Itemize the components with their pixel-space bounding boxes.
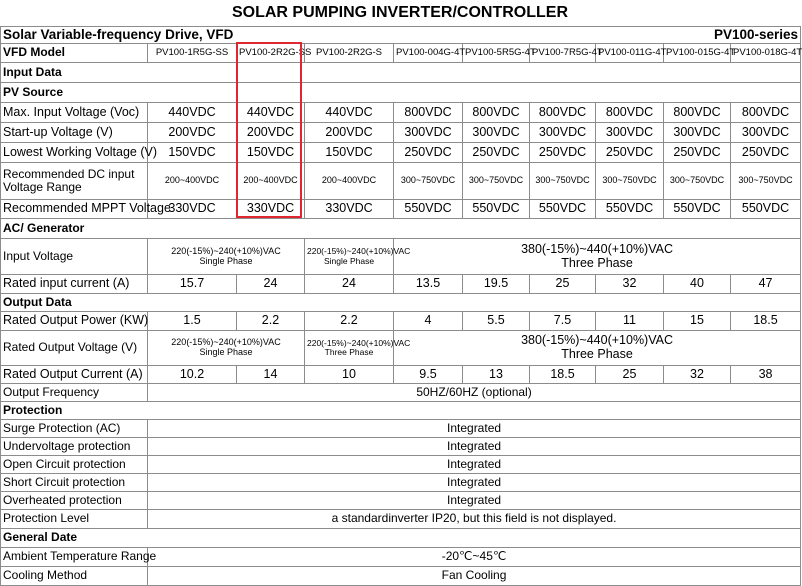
voltage-spec-three-phase: 380(-15%)~440(+10%)VAC Three Phase bbox=[394, 239, 801, 275]
row-label: Undervoltage protection bbox=[1, 438, 148, 456]
row-label: Protection Level bbox=[1, 510, 148, 529]
model-cell: PV100-015G-4T bbox=[664, 44, 731, 63]
section-row bbox=[1, 294, 801, 312]
section-general-date: General Date bbox=[1, 529, 148, 548]
row-label: Rated Output Power (KW) bbox=[1, 312, 148, 331]
header-row bbox=[1, 27, 801, 44]
section-input-data: Input Data bbox=[1, 63, 148, 83]
section-row bbox=[1, 402, 801, 420]
spec-table bbox=[0, 26, 801, 586]
voltage-spec-single-phase: 220(-15%)~240(+10%)VAC Single Phase bbox=[148, 331, 305, 366]
series-title: Solar Variable-frequency Drive, VFD bbox=[1, 27, 463, 44]
dc-voltage-range-row: Recommended DC input Voltage Range 200~400VDC 200~400VDC 200~400VDC 300~750VDC 300~750VDC 300~750VDC 300~750VDC 300~750VDC 300~750VDC bbox=[1, 163, 801, 200]
rated-output-current-row: Rated Output Current (A) 10.2 14 10 9.5 13 18.5 25 32 38 bbox=[1, 366, 801, 384]
protection-row: Short Circuit protection Integrated bbox=[1, 474, 801, 492]
startup-voltage-row: Start-up Voltage (V) 200VDC 200VDC 200VDC 300VDC 300VDC 300VDC 300VDC 300VDC 300VDC bbox=[1, 123, 801, 143]
row-label: Recommended MPPT Voltage bbox=[1, 200, 148, 219]
row-label: Surge Protection (AC) bbox=[1, 420, 148, 438]
ambient-temperature-row: Ambient Temperature Range -20℃~45℃ bbox=[1, 548, 801, 567]
protection-row: Undervoltage protection Integrated bbox=[1, 438, 801, 456]
row-label: Input Voltage bbox=[1, 239, 148, 275]
voltage-spec-three-phase: 380(-15%)~440(+10%)VAC Three Phase bbox=[394, 331, 801, 366]
model-cell: PV100-1R5G-SS bbox=[148, 44, 237, 63]
row-label: Ambient Temperature Range bbox=[1, 548, 148, 567]
row-label: Open Circuit protection bbox=[1, 456, 148, 474]
voltage-spec-single-phase: 220(-15%)~240(+10%)VAC Single Phase bbox=[148, 239, 305, 275]
output-frequency-row: Output Frequency 50HZ/60HZ (optional) bbox=[1, 384, 801, 402]
row-label: Max. Input Voltage (Voc) bbox=[1, 103, 148, 123]
protection-level-row: Protection Level a standardinverter IP20, but this field is not displayed. bbox=[1, 510, 801, 529]
model-cell: PV100-2R2G-S bbox=[305, 44, 394, 63]
model-cell: PV100-5R5G-4T bbox=[463, 44, 530, 63]
model-row bbox=[1, 44, 801, 63]
section-protection: Protection bbox=[1, 402, 148, 420]
model-label: VFD Model bbox=[1, 44, 148, 63]
model-cell: PV100-004G-4T bbox=[394, 44, 463, 63]
section-row bbox=[1, 83, 801, 103]
model-cell: PV100-011G-4T bbox=[596, 44, 664, 63]
protection-row: Surge Protection (AC) Integrated bbox=[1, 420, 801, 438]
section-output-data: Output Data bbox=[1, 294, 148, 312]
row-label: Rated Output Voltage (V) bbox=[1, 331, 148, 366]
cooling-method-row: Cooling Method Fan Cooling bbox=[1, 567, 801, 586]
row-label: Overheated protection bbox=[1, 492, 148, 510]
protection-row: Overheated protection Integrated bbox=[1, 492, 801, 510]
page-title: SOLAR PUMPING INVERTER/CONTROLLER bbox=[231, 4, 568, 21]
model-cell: PV100-7R5G-4T bbox=[530, 44, 596, 63]
voltage-spec-single-phase: 220(-15%)~240(+10%)VAC Single Phase bbox=[305, 239, 394, 275]
model-cell: PV100-018G-4T bbox=[731, 44, 801, 63]
voltage-spec-three-phase-220: 220(-15%)~240(+10%)VAC Three Phase bbox=[305, 331, 394, 366]
row-label: Lowest Working Voltage (V) bbox=[1, 143, 148, 163]
rated-input-current-row: Rated input current (A) 15.7 24 24 13.5 19.5 25 32 40 47 bbox=[1, 275, 801, 294]
rated-output-power-row: Rated Output Power (KW) 1.5 2.2 2.2 4 5.5 7.5 11 15 18.5 bbox=[1, 312, 801, 331]
section-row bbox=[1, 529, 801, 548]
section-row bbox=[1, 63, 801, 83]
section-pv-source: PV Source bbox=[1, 83, 148, 103]
section-row bbox=[1, 219, 801, 239]
series-name: PV100-series bbox=[463, 27, 801, 44]
row-label: Output Frequency bbox=[1, 384, 148, 402]
max-input-voltage-row: Max. Input Voltage (Voc) 440VDC 440VDC 440VDC 800VDC 800VDC 800VDC 800VDC 800VDC 800VDC bbox=[1, 103, 801, 123]
model-cell-highlighted: PV100-2R2G-SS bbox=[237, 44, 305, 63]
ac-input-voltage-row bbox=[1, 239, 801, 275]
row-label: Recommended DC input Voltage Range bbox=[1, 163, 148, 200]
lowest-working-voltage-row: Lowest Working Voltage (V) 150VDC 150VDC 150VDC 250VDC 250VDC 250VDC 250VDC 250VDC 250VDC bbox=[1, 143, 801, 163]
row-label: Rated input current (A) bbox=[1, 275, 148, 294]
rated-output-voltage-row bbox=[1, 331, 801, 366]
mppt-voltage-row: Recommended MPPT Voltage 330VDC 330VDC 330VDC 550VDC 550VDC 550VDC 550VDC 550VDC 550VDC bbox=[1, 200, 801, 219]
row-label: Short Circuit protection bbox=[1, 474, 148, 492]
row-label: Rated Output Current (A) bbox=[1, 366, 148, 384]
section-ac-generator: AC/ Generator bbox=[1, 219, 148, 239]
row-label: Cooling Method bbox=[1, 567, 148, 586]
protection-row: Open Circuit protection Integrated bbox=[1, 456, 801, 474]
row-label: Start-up Voltage (V) bbox=[1, 123, 148, 143]
